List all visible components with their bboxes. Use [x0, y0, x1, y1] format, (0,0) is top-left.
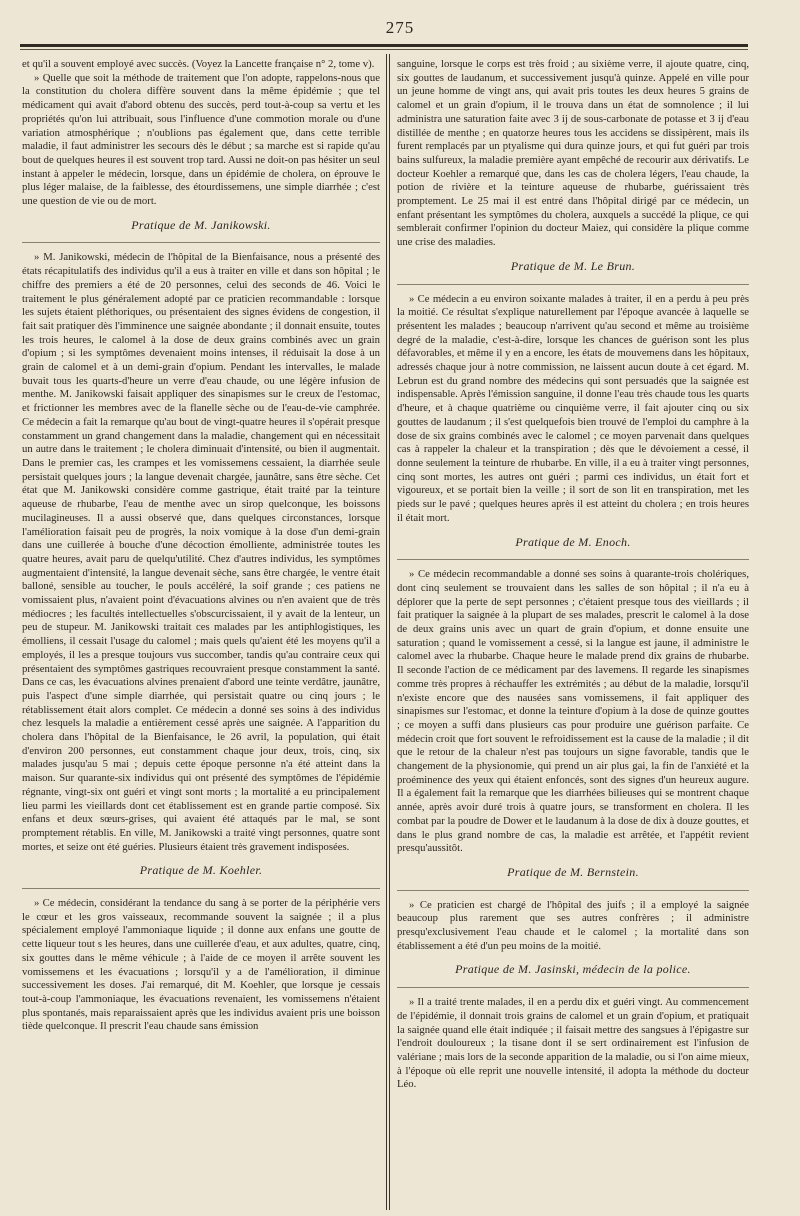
header-rule	[20, 44, 748, 47]
section-rule	[22, 242, 380, 243]
section-heading-enoch: Pratique de M. Enoch.	[515, 534, 631, 549]
lebrun-paragraph: » Ce médecin a eu environ soixante malades à traiter, il en a perdu à peu près la moitié. Ce résultat s'explique naturellement par l'époque avancée à laquelle se présentent les malades ; beaucoup n'arrivent qu'au second et même au troisième degré de la maladie, c'est-à-dire, lorsque les chances de guérison sont les plus défavorables, et même il y en a encore, les états de mouvemens dans les hôpitaux, adressés chaque jour à notre commission, ne laissent aucun doute à cet égard. M. Lebrun est du grand nombre des médecins qui sont persuadés que la saignée est indispensable. Après l'émission sanguine, il donne l'eau très chaude tous les quarts d'heure, et à chaque quatrième ou cinquième verre, il fait ajouter cinq ou six gouttes de laudanum ; il s'est quelquefois bien trouvé de l'emploi du camphre à la dose de six grains combinés avec le calomel ; ce moyen parvenait dans quelques cas à rappeler la chaleur et la transpiration ; dès que le dévoiement a cessé, il donne seulement la teinture de rhubarbe. En ville, il a eu à traiter vingt personnes, cinq sont mortes, les autres ont guéri ; parmi ces individus, un était fort et vigoureux, et se portait bien la veille ; il sort de son lit en transpiration, met les pieds sur le pavé ; quelques heures après il est atteint du cholera ; en trois heures il était mort.	[397, 292, 749, 524]
enoch-paragraph: » Ce médecin recommandable a donné ses soins à quarante-trois cholériques, dont cinq seulement se trouvaient dans les salles de son hôpital ; il n'a eu à déplorer que la perte de sept personnes ; c'étaient presque tous des vieillards ; il fait pratiquer la saignée à la plupart de ses malades, prescrit le calomel à la dose de deux grains unis avec un quart de grain d'opium, et donne ensuite une saturation ; quand le vomissement a cessé, si la langue est jaune, il administre le calomel avec la rhubarbe. Chaque heure le malade prend dix grains de rhubarbe. Il seconde l'action de ce médicament par des lavemens. Il regarde les sinapismes comme très propres à réchauffer les extrémités ; au début de la maladie, lorsqu'il n'existe encore que des nausées sans vomissemens, il fait appliquer des sinapismes sur l'estomac, et donne la teinture d'opium à la dose de quinze gouttes ; ce moyen a suffi dans plusieurs cas pour produire une guérison parfaite. Ce médecin croit que fort souvent le refroidissement est la cause de la maladie ; il dit que le retour de la chaleur n'est pas toujours un signe favorable, tandis que le changement de la physionomie, qui prend un air plus gai, la fin de l'anxiété et la proéminence des yeux qui étaient enfoncés, sont des signes d'un heureux augure. Il a également fait la remarque que les diarrhées bilieuses qui se montrent chaque année, après avoir duré trois à quatre jours, se transforment en cholera. Il les combat par la poudre de Dower et le laudanum à la dose de dix à douze gouttes, et dans le plus grand nombre de cas, la maladie est arrêtée, et l'appétit revient presqu'aussitôt.	[397, 568, 749, 855]
jasinski-paragraph: » Il a traité trente malades, il en a perdu dix et guéri vingt. Au commencement de l'épidémie, il donnait trois grains de calomel et un grain d'opium, et pratiquait la saignée quand elle était indiquée ; il faisait mettre des sangsues à l'épigastre sur l'endroit douloureux ; la tisane dont il se sert ordinairement est l'infusion de valériane ; mais lors de la seconde apparition de la maladie, ou si l'on aime mieux, à l'époque où elle reprit une nouvelle intensité, il adopta la méthode du docteur Léo.	[397, 996, 749, 1091]
section-heading-koehler: Pratique de M. Koehler.	[139, 863, 263, 878]
section-heading-janikowski: Pratique de M. Janikowski.	[131, 217, 271, 232]
right-column	[397, 58, 749, 1208]
section-heading-lebrun: Pratique de M. Le Brun.	[510, 258, 636, 273]
section-heading-jasinski: Pratique de M. Jasinski, médecin de la police.	[455, 962, 691, 977]
section-heading-bernstein: Pratique de M. Bernstein.	[507, 864, 639, 879]
section-rule	[397, 284, 749, 285]
koehler-continuation: sanguine, lorsque le corps est très froid ; au sixième verre, il ajoute quatre, cinq, six gouttes de laudanum, et successivement jusqu'à quinze. Appelé en ville pour un jeune homme de vingt ans, qui avait pris toutes les deux heures 5 grains de calomel et un grain d'opium, il le trouva dans un état de somnolence ; il lui administra une saturation faite avec 3 ij de sous-carbonate de potasse et 3 ij d'eau distillée de menthe ; en quatorze heures tous les accidens se dissipèrent, mais ils furent remplacés par un ptyalisme qui dura quinze jours, et qui fut guéri par trois bains sulfureux, la maladie première ayant empêché de recourir aux dérivatifs. Le docteur Koehler a remarqué que, dans les cas de cholera légers, l'eau chaude, la potion de rivière et la teinture aqueuse de rhubarbe, guérissaient très promptement. Le 25 mai il est entré dans l'hôpital dirigé par ce médecin, un enfant présentant les symptômes du cholera, auxquels a succédé la plique, ce qui semblerait confirmer l'opinion du docteur Maiez, qui considère la plique comme une crise des maladies.	[397, 58, 749, 249]
page-number: 275	[385, 18, 415, 37]
intro-paragraph-2: » Quelle que soit la méthode de traitement que l'on adopte, rappelons-nous que la constitution du cholera diffère souvent dans la même épidémie ; que tel médicament qui avait d'abord obtenu des succès, perd tout-à-coup sa vertu et les propriétés qu'on lui attribuait, sous l'influence d'une commotion morale ou d'une variation atmosphérique ; n'oublions pas également que, dans cette terrible maladie, il faut administrer les secours dès le début ; sa marche est si rapide qu'au bout de quelques heures il est souvent trop tard. Aussi ne doit-on pas hésiter un seul instant à appeler le médecin, lorsque, dans un épidémie de cholera, on éprouve le plus léger malaise, de la faiblesse, des étourdissemens, une simple diarrhée ; c'est une question de vie ou de mort.	[22, 71, 380, 208]
column-divider	[386, 54, 387, 1210]
left-column	[22, 58, 380, 1208]
koehler-paragraph: » Ce médecin, considérant la tendance du sang à se porter de la périphérie vers le cœur et les gros vaisseaux, recommande souvent la saignée ; il a plus spécialement employé l'ammoniaque liquide ; il donne aux enfans une goutte de cette liqueur tout s les heures, dans une cuillerée d'eau, et aux adultes, quatre, cinq, six gouttes dans le même véhicule ; à l'aide de ce moyen il arrête souvent les vomissemens et les évacuations ; lorsqu'il y a de l'amélioration, il diminue successivement les doses. J'ai remarqué, dit M. Koehler, que lorsque je cessais tout-à-coup l'ammoniaque, les évacuations revenaient, les vomissemens n'étaient plus spontanés, mais reparaissaient après que les individus avaient pris une boisson tiède quelconque. Il prescrit l'eau chaude sans émission	[22, 897, 380, 1033]
janikowski-paragraph: » M. Janikowski, médecin de l'hôpital de la Bienfaisance, nous a présenté des états récapitulatifs des individus qu'il a eus à traiter en ville et dans son hôpital ; le chiffre des premiers a été de 20 personnes, celui des seconds de 46. Voici le traitement le plus généralement adopté par ce praticien recommandable : lorsque les sujets étaient pléthoriques, ou présentaient des signes évidens de congestion, il fait sait pratiquer dès l'imminence une saignée abondante ; il donnait ensuite, toutes les trois heures, le calomel à la dose de deux grains combinés avec un grain d'opium ; si les symptômes devenaient moins intenses, il réduisait la dose à un grain de calomel et à un demi-grain d'opium. Pendant les intervalles, le malade buvait tous les quarts-d'heure un verre d'eau chaude, ou une légère infusion de menthe. M. Janikowski faisait appliquer des sinapismes sur le creux de l'estomac, et frictionner les membres avec de la flanelle sèche ou de l'eau-de-vie camphrée. Ce médecin a fait la remarque qu'au bout de vingt-quatre heures il s'opérait presque constamment un grand changement dans la maladie, changement qui en nécessitait un autre dans le traitement ; le cholera diminuait d'intensité, ou bien il augmentait. Dans le premier cas, les crampes et les vomissemens cessaient, la diarrhée seule persistait quelques jours ; la langue devenait chargée, jaunâtre, sans être sèche. Cet état que M. Janikowski considère comme gastrique, était traité par la teinture aqueuse de rhubarbe, l'eau de menthe avec un sirop quelconque, les boissons mucilagineuses. Il a aussi observé que, dans quelques circonstances, lorsque l'amélioration faisait peu de progrès, la noix vomique à la dose d'un demi-grain dans une cuillerée à bouche d'une décoction émolliente, administrée toutes les quatre heures, avait paru de quelqu'utilité. Chez d'autres individus, les symptômes augmentaient d'intensité, la langue devenait sèche, sans être chargée, le ventre était balloné, sensible au toucher, le pouls accéléré, la soif grande ; ces patiens ne vomissaient plus, n'avaient point d'évacuations alvines ou n'en avaient que de très médiocres ; les facultés intellectuelles s'obscurcissaient, il y avait de la lenteur, un peu de stupeur. M. Janikowski traitait ces malades par les antiphlogistiques, les émolliens, il cessait l'usage du calomel ; mais quels qu'aient été les moyens qu'il a employés, il les a presque toujours vus succomber, tandis qu'au contraire ceux qui présentaient des symptômes gastriques recouvraient presque constamment la santé. Dans ce cas, les évacuations alvines prenaient d'abord une teinte verdâtre, jaunâtre, puis l'aspect d'une simple diarrhée, qui persistait quatre ou cinq jours ; le rétablissement était alors complet. Ce médecin a donné ses soins à des individus chez lesquels la maladie a entièrement cessé après une saignée. A l'apparition du cholera dans l'hôpital de la Bienfaisance, le 26 avril, la population, qui était d'environ 200 personnes, eut constamment chaque jour deux, trois, cinq, six malades jusqu'au 5 mai ; depuis cette époque personne n'a été atteint dans la maison. Sur quarante-six individus qui ont présenté des symptômes de l'épidémie régnante, vingt-six ont guéri et vingt sont morts ; la mortalité a eu principalement lieu parmi les vieillards dont cet établissement est en grande partie composé. Six enfans et deux sœurs-grises, qui avaient été attaqués par le mal, se sont promptement rétablis. En ville, M. Janikowski a traité vingt personnes, quatre sont mortes, et seize ont été guéries. Plusieurs étaient très gravement indisposées.	[22, 251, 380, 853]
section-rule	[397, 987, 749, 988]
section-rule	[397, 890, 749, 891]
header-rule-thin	[20, 49, 748, 50]
section-rule	[397, 559, 749, 560]
intro-paragraph-1: et qu'il a souvent employé avec succès. (Voyez la Lancette française n° 2, tome v).	[22, 58, 375, 70]
section-rule	[22, 888, 380, 889]
column-divider-second	[389, 54, 390, 1210]
bernstein-paragraph: » Ce praticien est chargé de l'hôpital des juifs ; il a employé la saignée beaucoup plus rarement que ses autres confrères ; il administre presqu'exclusivement l'eau chaude et le calomel ; la mortalité dans son établissement a été d'un peu moins de la moitié.	[397, 898, 749, 952]
